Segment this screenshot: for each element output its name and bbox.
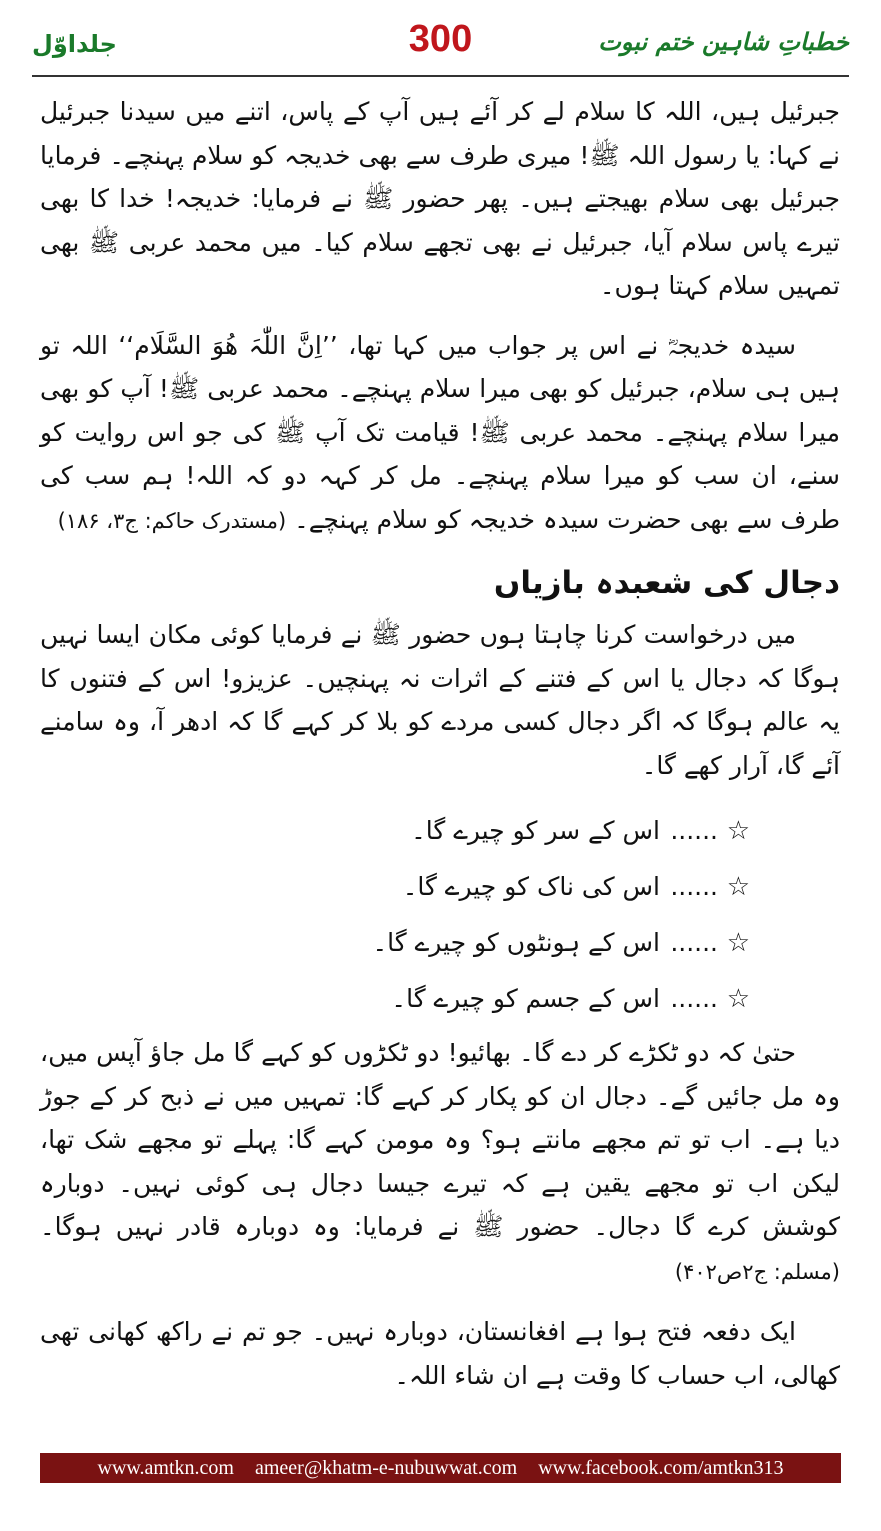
star-list — [40, 803, 840, 1027]
paragraph-after-list-text: حتیٰ کہ دو ٹکڑے کر دے گا۔ بھائیو! دو ٹکڑوں کو کہے گا مل جاؤ آپس میں، وہ مل جائیں گے۔ دجال ان کو پکار کر کہے گا: تمہیں میں نے ذبح کر کے جوڑ دیا ہے۔ اب تو تم مجھے مانتے ہو؟ وہ مومن کہے گا: پہلے تو مجھے شک تھا، لیکن اب تو مجھے یقین ہے کہ تیرے جیسا دجال ہی کوئی نہیں۔ دوبارہ کوشش کرے گا دجال۔ حضور ﷺ نے فرمایا: وہ دوبارہ قادر نہیں ہوگا۔ — [40, 1038, 840, 1241]
list-item-text: اس کے جسم کو چیرے گا۔ — [391, 984, 660, 1013]
list-dots: ...... — [670, 872, 718, 901]
list-item-text: اس کی ناک کو چیرے گا۔ — [402, 872, 660, 901]
list-item — [40, 971, 840, 1027]
list-item — [40, 859, 840, 915]
list-item — [40, 803, 840, 859]
star-icon: ☆ — [726, 816, 750, 846]
paragraph-2 — [40, 324, 840, 544]
list-item — [40, 915, 840, 971]
list-item-text: اس کے ہونٹوں کو چیرے گا۔ — [372, 928, 660, 957]
footer-email[interactable]: ameer@khatm-e-nubuwwat.com — [254, 1457, 518, 1479]
reference-hakim: (مستدرک حاکم: ج۳، ۱۸۶) — [57, 508, 287, 533]
footer-facebook[interactable]: www.facebook.com/amtkn313 — [538, 1457, 784, 1479]
closing-paragraph: ایک دفعہ فتح ہوا ہے افغانستان، دوبارہ نہیں۔ جو تم نے راکھ کھانی تھی کھالی، اب حساب کا وقت ہے ان شاء اللہ۔ — [40, 1317, 840, 1390]
book-title: خطباتِ شاہین ختم نبوت — [598, 28, 849, 56]
paragraph-1: جبرئیل ہیں، اللہ کا سلام لے کر آئے ہیں آپ کے پاس، اتنے میں سیدنا جبرئیل نے کہا: یا رسول اللہ ﷺ! میری طرف سے بھی خدیجہ کو سلام پہنچے۔ فرمایا جبرئیل بھی سلام بھیجتے ہیں۔ پھر حضور ﷺ نے فرمایا: خدیجہ! خدا کا بھی تیرے پاس سلام آیا، جبرئیل نے بھی تجھے سلام کیا۔ میں محمد عربی ﷺ بھی تمہیں سلام کہتا ہوں۔ — [40, 97, 840, 300]
reference-muslim: (مسلم: ج۲ص۴۰۲) — [674, 1259, 840, 1284]
page-footer — [40, 1453, 841, 1483]
section-heading: دجال کی شعبدہ بازیاں — [493, 565, 840, 601]
header-divider — [32, 75, 849, 77]
footer-website[interactable]: www.amtkn.com — [97, 1457, 234, 1479]
list-dots: ...... — [670, 928, 718, 957]
paragraph-2-text: سیدہ خدیجہؓ نے اس پر جواب میں کہا تھا، ’’اِنَّ اللّٰہَ ھُوَ السَّلَام‘‘ اللہ تو ہیں ہی سلام، جبرئیل کو بھی میرا سلام پہنچے۔ محمد عربی ﷺ! آپ کو بھی میرا سلام پہنچے۔ محمد عربی ﷺ! قیامت تک آپ ﷺ کی جو اس روایت کو سنے، ان سب کو میرا سلام پہنچے۔ مل کر کہہ دو کہ اللہ! ہم سب کی طرف سے بھی حضرت سیدہ خدیجہ کو سلام پہنچے۔ — [40, 330, 840, 534]
list-dots: ...... — [670, 816, 718, 845]
list-dots: ...... — [670, 984, 718, 1013]
page-header — [32, 18, 849, 68]
star-icon: ☆ — [726, 928, 750, 958]
volume-label: جلداوّل — [32, 30, 117, 58]
page-number: 300 — [408, 18, 473, 60]
section-paragraph: میں درخواست کرنا چاہتا ہوں حضور ﷺ نے فرمایا کوئی مکان ایسا نہیں ہوگا کہ دجال یا اس کے فتنے کے اثرات نہ پہنچیں۔ عزیزو! اس کے فتنوں کا یہ عالم ہوگا کہ اگر دجال کسی مردے کو بلا کر کہے گا کہ ادھر آ، وہ سامنے آئے گا، آرار کھے گا۔ — [40, 620, 840, 780]
star-icon: ☆ — [726, 872, 750, 902]
page-body — [40, 90, 840, 1413]
star-icon: ☆ — [726, 984, 750, 1014]
paragraph-after-list — [40, 1031, 840, 1294]
list-item-text: اس کے سر کو چیرے گا۔ — [411, 816, 660, 845]
